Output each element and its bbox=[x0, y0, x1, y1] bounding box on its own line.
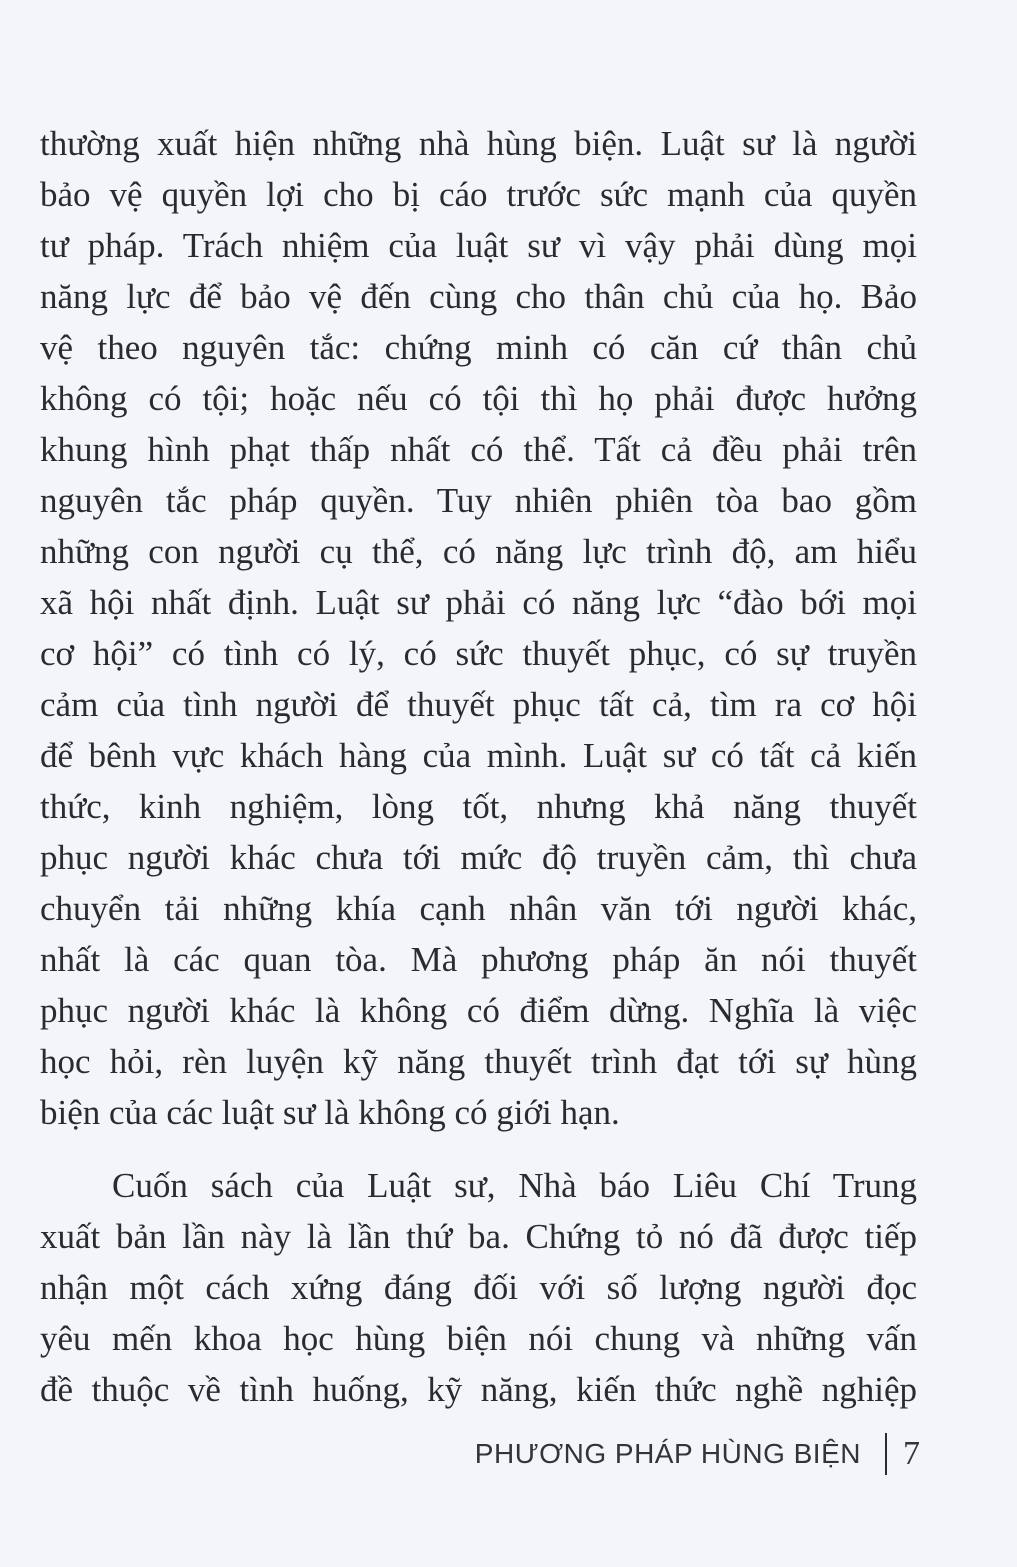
text-line: cơ hội” có tình có lý, có sức thuyết phục, có sự truyền bbox=[40, 634, 917, 673]
text-line: tư pháp. Trách nhiệm của luật sư vì vậy phải dùng mọi bbox=[40, 226, 917, 265]
text-line: xã hội nhất định. Luật sư phải có năng lực “đào bới mọi bbox=[40, 583, 917, 622]
text-line: năng lực để bảo vệ đến cùng cho thân chủ của họ. Bảo bbox=[40, 277, 917, 316]
body-text bbox=[40, 118, 917, 1415]
text-line: cảm của tình người để thuyết phục tất cả, tìm ra cơ hội bbox=[40, 685, 917, 724]
running-title: PHƯƠNG PHÁP HÙNG BIỆN bbox=[474, 1438, 861, 1469]
text-line: không có tội; hoặc nếu có tội thì họ phải được hưởng bbox=[40, 379, 917, 418]
text-line: biện của các luật sư là không có giới hạn. bbox=[40, 1093, 620, 1132]
text-line: nhất là các quan tòa. Mà phương pháp ăn nói thuyết bbox=[40, 940, 917, 979]
text-line: học hỏi, rèn luyện kỹ năng thuyết trình đạt tới sự hùng bbox=[40, 1042, 917, 1081]
text-line: phục người khác chưa tới mức độ truyền cảm, thì chưa bbox=[40, 838, 917, 877]
text-line: đề thuộc về tình huống, kỹ năng, kiến thức nghề nghiệp bbox=[40, 1370, 917, 1409]
footer-divider bbox=[885, 1433, 887, 1475]
text-line: những con người cụ thể, có năng lực trình độ, am hiểu bbox=[40, 532, 917, 571]
text-line: yêu mến khoa học hùng biện nói chung và những vấn bbox=[40, 1319, 917, 1358]
text-line: để bênh vực khách hàng của mình. Luật sư có tất cả kiến bbox=[40, 736, 917, 775]
text-line: phục người khác là không có điểm dừng. Nghĩa là việc bbox=[40, 991, 917, 1030]
paragraph-1 bbox=[40, 118, 917, 1138]
text-line: bảo vệ quyền lợi cho bị cáo trước sức mạnh của quyền bbox=[40, 175, 917, 214]
paragraph-2 bbox=[40, 1160, 917, 1415]
text-line: khung hình phạt thấp nhất có thể. Tất cả đều phải trên bbox=[40, 430, 917, 469]
page-footer bbox=[475, 1433, 920, 1475]
text-line: thức, kinh nghiệm, lòng tốt, nhưng khả năng thuyết bbox=[40, 787, 917, 826]
text-line: thường xuất hiện những nhà hùng biện. Luật sư là người bbox=[40, 124, 917, 163]
text-line: chuyển tải những khía cạnh nhân văn tới người khác, bbox=[40, 889, 917, 928]
paragraph-spacing bbox=[40, 1138, 917, 1160]
page-number: 7 bbox=[903, 1435, 920, 1472]
text-line: xuất bản lần này là lần thứ ba. Chứng tỏ nó đã được tiếp bbox=[40, 1217, 917, 1256]
text-line: Cuốn sách của Luật sư, Nhà báo Liêu Chí Trung bbox=[112, 1166, 917, 1205]
text-line: vệ theo nguyên tắc: chứng minh có căn cứ thân chủ bbox=[40, 328, 917, 367]
text-line: nhận một cách xứng đáng đối với số lượng người đọc bbox=[40, 1268, 917, 1307]
text-line: nguyên tắc pháp quyền. Tuy nhiên phiên tòa bao gồm bbox=[40, 481, 917, 520]
